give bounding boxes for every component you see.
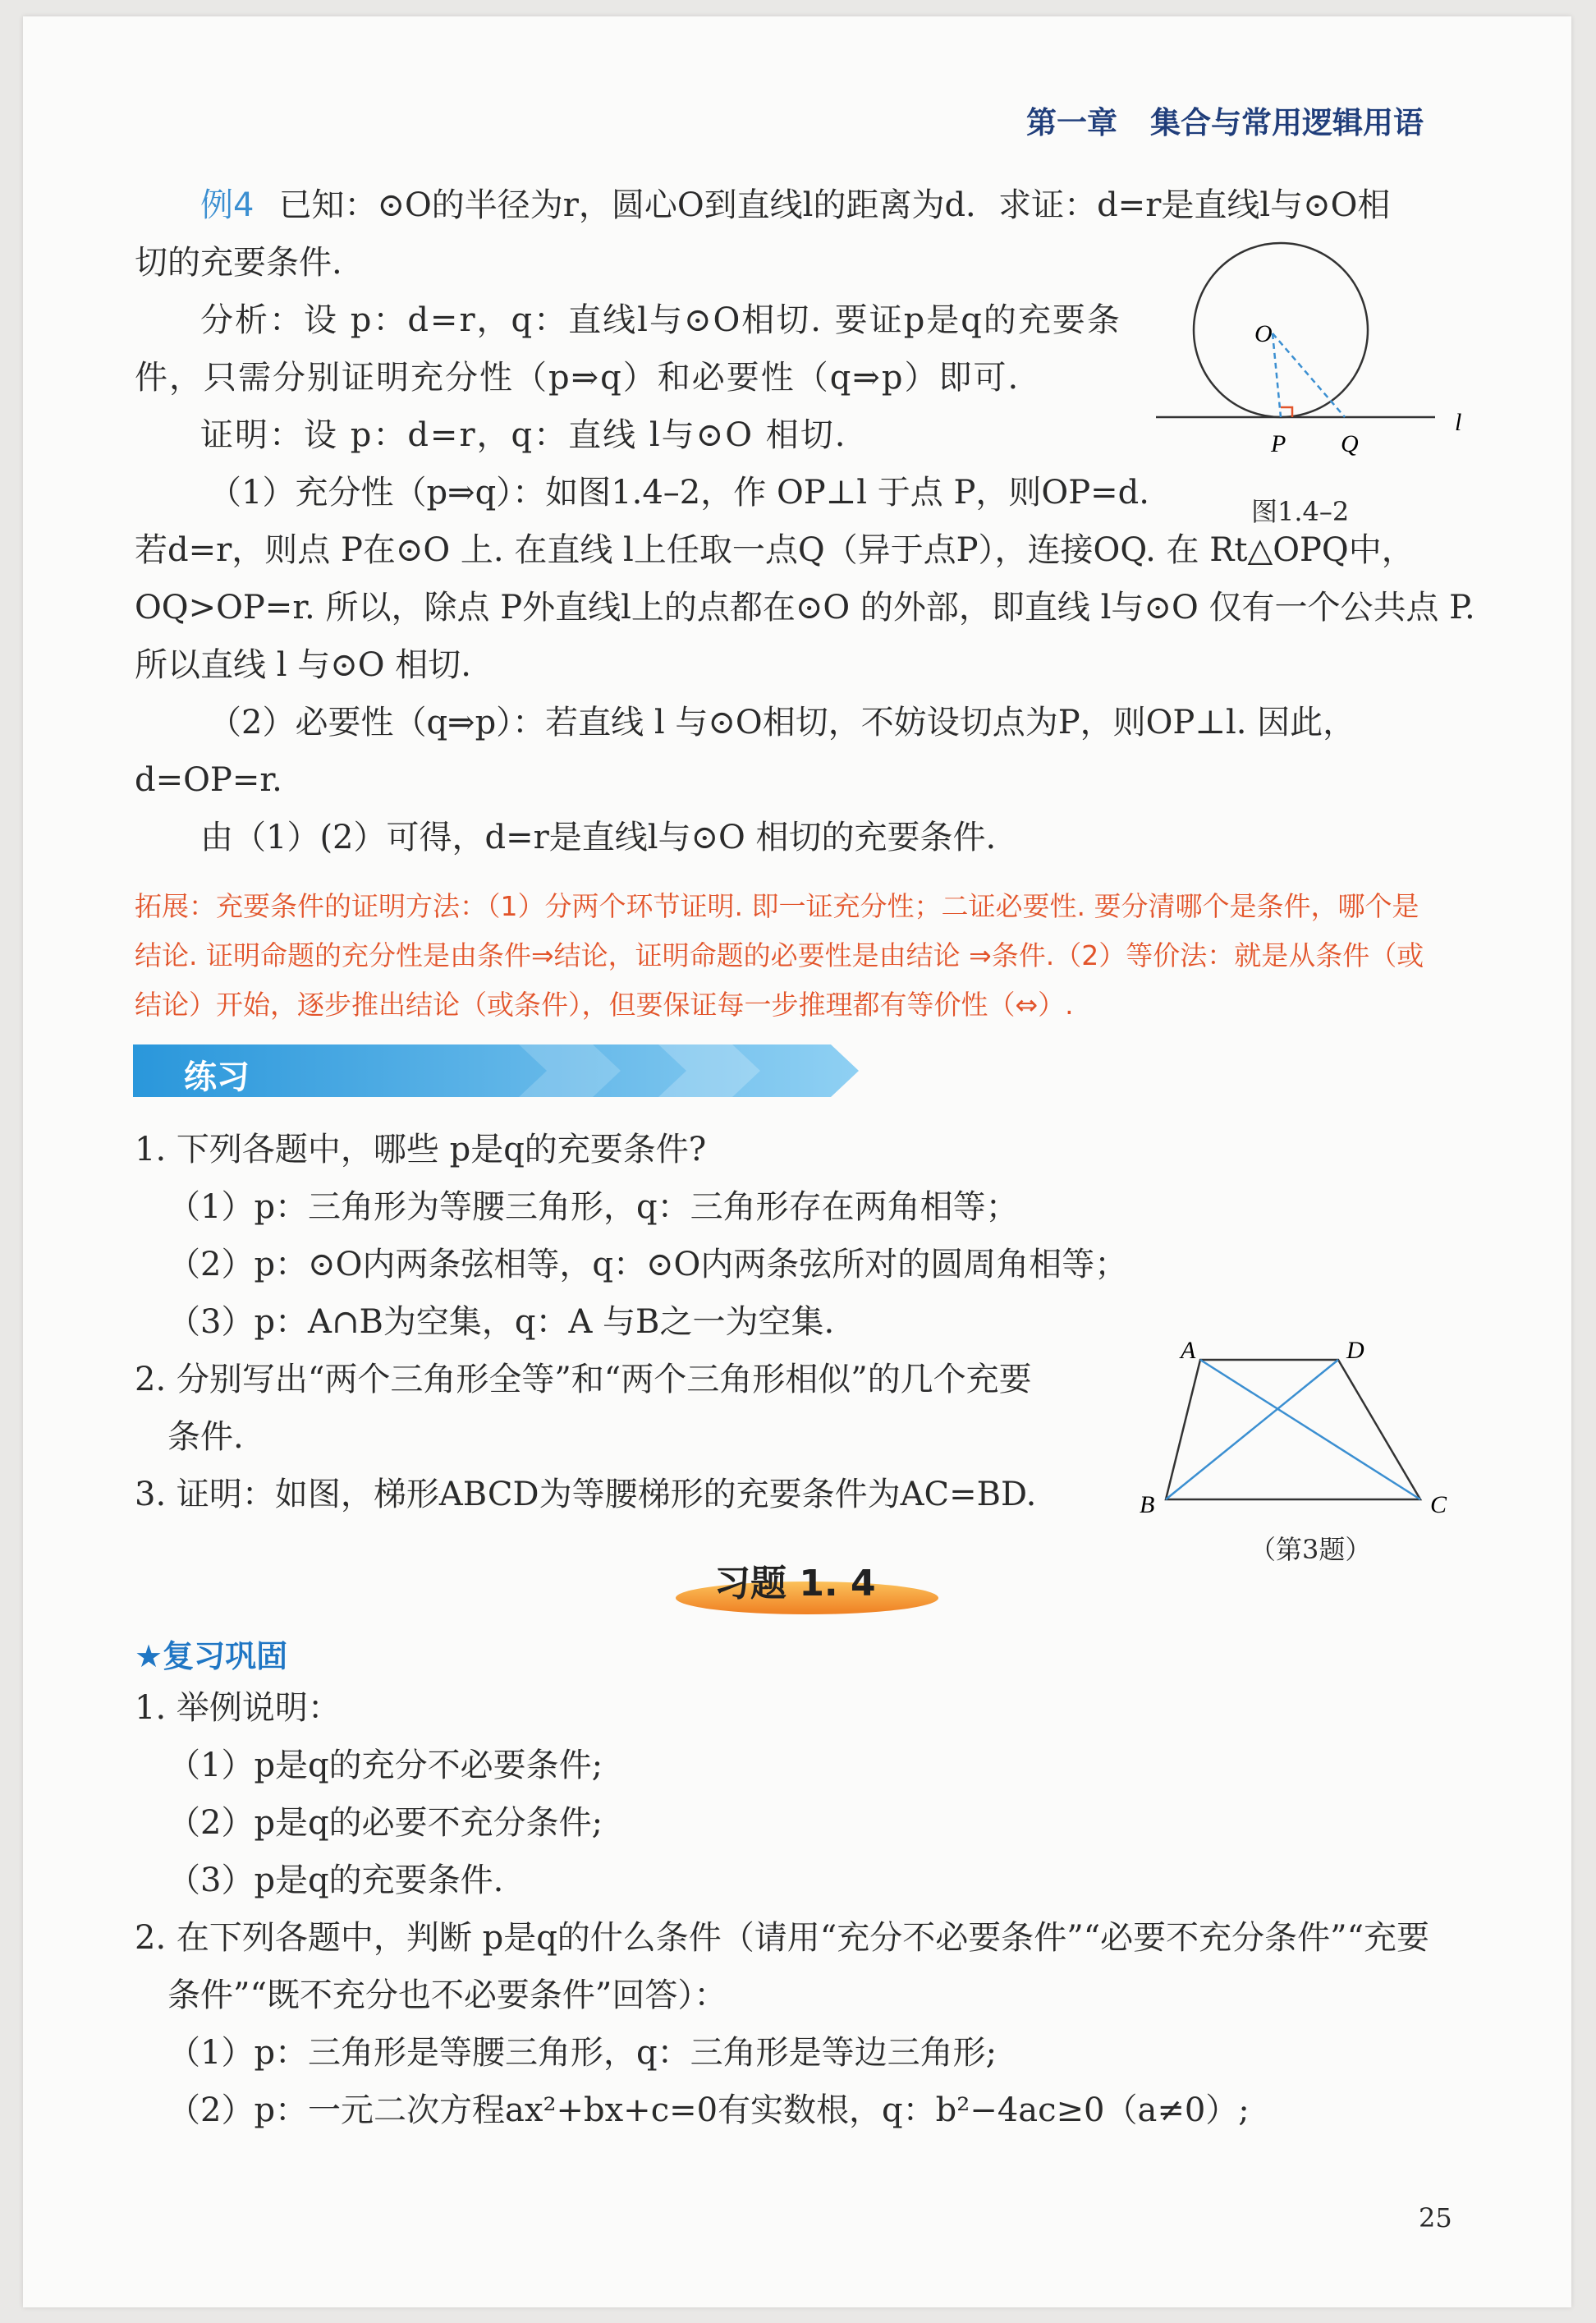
label-p: P [1271,430,1286,457]
practice-q1-a: （1）p：三角形为等腰三角形，q：三角形存在两角相等； [167,1188,1019,1226]
label-c: C [1430,1491,1447,1518]
extension-line2: 结论. 证明命题的充分性是由条件⇒结论，证明命题的必要性是由结论 ⇒条件.（2）等价法：就是从条件（或 [135,939,1424,971]
example-statement: 已知：⊙O的半径为r，圆心O到直线l的距离为d．求证：d=r是直线l与⊙O相 [278,186,1391,224]
circle-o [1194,243,1368,417]
segment-oq [1273,333,1345,417]
page-number: 25 [1419,2202,1452,2233]
figure-trapezoid [1133,1335,1494,1524]
proof-intro: 证明：设 p：d=r，q：直线 l与⊙O 相切. [200,416,847,454]
necessity-line2: d=OP=r. [135,761,282,799]
exercise-2-b: （2）p：一元二次方程ax²+bx+c=0有实数根，q：b²−4ac≥0（a≠0）; [167,2091,1250,2129]
diagonal-bd [1166,1360,1338,1499]
exercise-2-line2: 条件”“既不充分也不必要条件”回答）： [167,1976,727,2014]
exercise-1: 1. 举例说明： [135,1689,341,1727]
extension-line1: 拓展：充要条件的证明方法：（1）分两个环节证明. 即一证充分性；二证必要性. 要分清哪个是条件，哪个是 [135,890,1419,922]
label-o: O [1254,320,1273,347]
figure-caption: 图1.4–2 [1251,496,1350,527]
label-a: A [1181,1337,1196,1364]
textbook-page [23,16,1571,2307]
exercise-2-line1: 2. 在下列各题中，判断 p是q的什么条件（请用“充分不必要条件”“必要不充分条件”“充要 [135,1919,1430,1957]
chapter-header [1026,103,1424,143]
label-q: Q [1341,430,1359,457]
practice-q1-c: （3）p：A∩B为空集，q：A 与B之一为空集. [167,1303,835,1341]
example-4-line2: 切的充要条件. [135,244,342,282]
practice-title: 练习 [184,1058,250,1096]
exercise-1-b: （2）p是q的必要不充分条件; [167,1804,603,1842]
conclusion: 由（1）(2）可得，d=r是直线l与⊙O 相切的充要条件. [200,819,997,856]
necessity-line1: （2）必要性（q⇒p）：若直线 l 与⊙O相切，不妨设切点为P，则OP⊥l. 因此， [209,704,1356,741]
label-d: D [1346,1337,1364,1364]
practice-q1: 1. 下列各题中，哪些 p是q的充要条件? [135,1131,707,1168]
analysis-line2: 件，只需分别证明充分性（p⇒q）和必要性（q⇒p）即可. [135,359,1020,397]
chapter-number: 第一章 [1026,105,1117,140]
trapezoid-abcd [1166,1360,1420,1499]
label-l: l [1455,409,1462,436]
example-label: 例4 [200,186,255,224]
exercise-1-a: （1）p是q的充分不必要条件; [167,1747,603,1784]
analysis-line1: 分析：设 p：d=r，q：直线l与⊙O相切. 要证p是q的充要条 [200,301,1121,339]
practice-q1-b: （2）p：⊙O内两条弦相等，q：⊙O内两条弦所对的圆周角相等； [167,1246,1128,1283]
sufficiency-line1: （1）充分性（p⇒q）：如图1.4–2，作 OP⊥l 于点 P，则OP=d. [209,474,1149,512]
segment-op [1273,333,1281,417]
practice-q2-line1: 2. 分别写出“两个三角形全等”和“两个三角形相似”的几个充要 [135,1361,1032,1398]
extension-line3: 结论）开始，逐步推出结论（或条件），但要保证每一步推理都有等价性（⇔）. [135,989,1074,1021]
sufficiency-line3: OQ>OP=r. 所以，除点 P外直线l上的点都在⊙O 的外部，即直线 l与⊙O 仅有一个公共点 P. [135,589,1475,627]
figure-circle-tangent [1140,236,1484,483]
exercise-1-c: （3）p是q的充要条件. [167,1862,504,1899]
exercise-2-a: （1）p：三角形是等腰三角形，q：三角形是等边三角形; [167,2034,998,2072]
sufficiency-line4: 所以直线 l 与⊙O 相切. [135,646,471,684]
example-4-line1 [200,186,1390,225]
practice-q2-line2: 条件. [167,1418,244,1456]
figure-q3-caption: （第3题） [1250,1534,1372,1565]
diagonal-ac [1200,1360,1420,1499]
sufficiency-line2: 若d=r，则点 P在⊙O 上. 在直线 l上任取一点Q（异于点P），连接OQ. 在 Rt△OPQ中， [135,531,1415,569]
practice-q3: 3. 证明：如图，梯形ABCD为等腰梯形的充要条件为AC=BD. [135,1476,1037,1513]
review-section-title: ★复习巩固 [135,1638,288,1674]
chapter-title: 集合与常用逻辑用语 [1150,105,1424,140]
label-b: B [1140,1491,1155,1518]
exercise-title: 习题 1. 4 [714,1563,876,1605]
